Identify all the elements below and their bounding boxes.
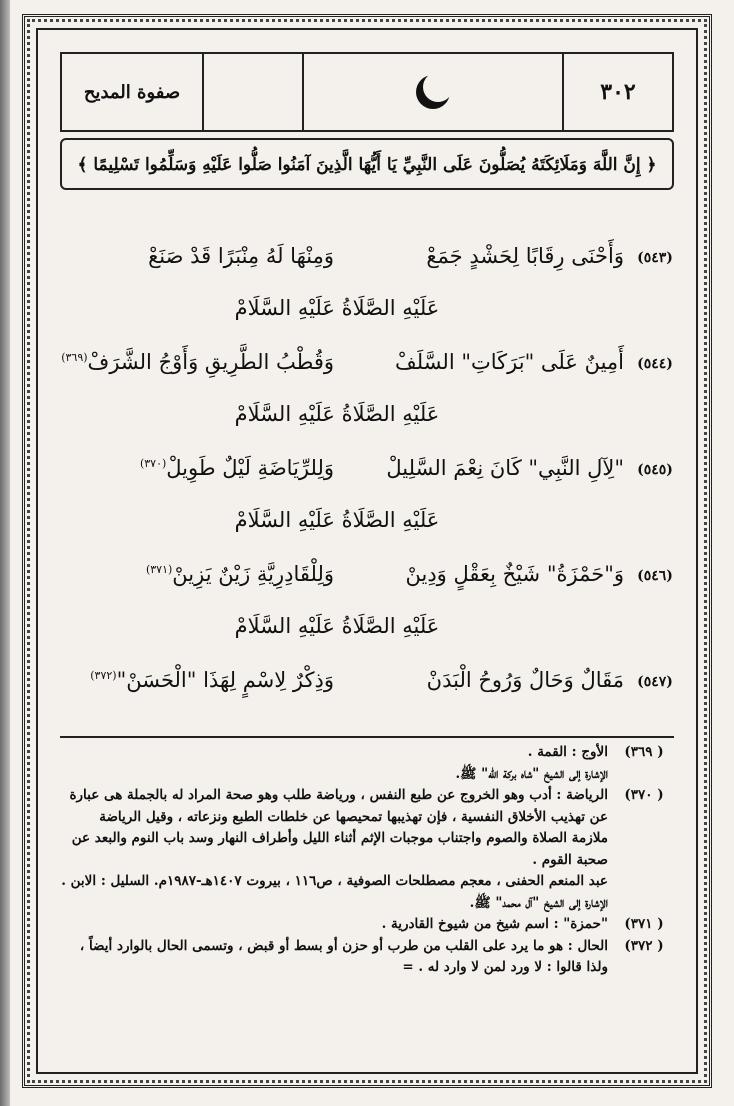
- verse-first-hemistich: "لِآلِ النَّبِي" كَانَ نِعْمَ السَّلِيلْ: [386, 456, 624, 480]
- book-title: صفوة المديح: [83, 81, 181, 103]
- verse-second-hemistich-text: وَلِلْقَادِرِيَّةِ زَيْنٌ يَزِينْ: [172, 562, 334, 586]
- page-number: ٣٠٢: [562, 54, 672, 130]
- refrain-line: عَلَيْهِ الصَّلَاةُ عَلَيْهِ السَّلَامْ: [234, 402, 440, 426]
- verse-row: [50, 342, 684, 396]
- footnote-text: الرياضة : أدب وهو الخروج عن طبع النفس ، ورياضة طلب وهو صحة المراد له بالجملة هى عبارة عن تهذيب الأخلاق النفسية ، فإن تهذيبها تمحيصها عن خلطات الطبع ونزعاته ، وقيل الرياضة ملازمة الصلاة والصوم واجتناب موجبات الإثم أثناء الليل وأطراف النهار وسد باب النوم والبعد عن صحبة القوم .: [69, 787, 608, 868]
- footnote-text: الإشارة إلى الشيخ "آل محمد" ﷺ.: [469, 894, 608, 911]
- verse-first-hemistich: وَأَحْنَى رِقَابًا لِحَشْدٍ جَمَعْ: [426, 244, 624, 268]
- verse-first-hemistich: أَمِينٌ عَلَى "بَرَكَاتِ" السَّلَفْ: [395, 350, 624, 374]
- footnote-number: ( ٣٦٩): [624, 744, 664, 760]
- verse-first-hemistich: مَقَالٌ وَحَالٌ وَرُوحُ الْبَدَنْ: [426, 668, 624, 692]
- quran-verse-banner: ﴿ إِنَّ اللَّهَ وَمَلَائِكَتَهُ يُصَلُّونَ عَلَى النَّبِيِّ يَا أَيُّهَا الَّذِينَ آمَنُوا صَلُّوا عَلَيْهِ وَسَلِّمُوا تَسْلِيمًا ﴾: [60, 138, 674, 190]
- verse-number: (٥٤٦): [637, 568, 673, 584]
- book-spine-shadow: [0, 0, 10, 1106]
- footnote-number: ( ٣٧٢): [624, 937, 664, 954]
- verse-number: (٥٤٣): [637, 250, 673, 266]
- verse-second-hemistich: [54, 244, 334, 268]
- verse-second-hemistich: [54, 668, 334, 692]
- verse-first-hemistich: وَ"حَمْزَةُ" شَيْخٌ بِعَقْلٍ وَدِينْ: [405, 562, 624, 586]
- refrain-line: عَلَيْهِ الصَّلَاةُ عَلَيْهِ السَّلَامْ: [234, 614, 440, 638]
- verse-second-hemistich-text: وَذِكْرٌ لِاسْمٍ لِهَذَا "الْحَسَنْ": [116, 668, 334, 692]
- footnote-text: عبد المنعم الحفنى ، معجم مصطلحات الصوفية ، ص١١٦ ، بيروت ١٤٠٧هـ-١٩٨٧م. السليل : الابن .: [61, 873, 608, 889]
- footnote-marker: (٣٦٩): [61, 351, 88, 364]
- footnote: [60, 742, 674, 785]
- footnote-marker: (٣٧٢): [90, 669, 117, 682]
- poem: [50, 236, 684, 714]
- footnote-marker: (٣٧٠): [139, 457, 167, 470]
- verse-second-hemistich-text: وَقُطْبُ الطَّرِيقِ وَأَوْجُ الشَّرَفْ: [87, 350, 334, 374]
- footnote: [60, 914, 674, 936]
- footnote-text: الأوج : القمة .: [527, 744, 608, 760]
- footnote-marker: (٣٧١): [145, 563, 173, 576]
- verse-number: (٥٤٤): [637, 356, 673, 372]
- verse-row: [50, 448, 684, 502]
- footnote: [60, 936, 674, 979]
- verse-second-hemistich: [54, 350, 334, 374]
- header-emblem: [302, 54, 562, 130]
- crescent-icon: [411, 70, 455, 114]
- footnote-text: "حمزة" : اسم شيخ من شيوخ القادرية .: [381, 916, 608, 932]
- verse-second-hemistich: [54, 456, 334, 480]
- verse-second-hemistich-text: وَمِنْهَا لَهُ مِنْبَرًا قَدْ صَنَعْ: [148, 244, 334, 268]
- footnote-number: ( ٣٧٠): [624, 787, 664, 803]
- header-spacer: [202, 54, 302, 130]
- refrain-line: عَلَيْهِ الصَّلَاةُ عَلَيْهِ السَّلَامْ: [234, 296, 440, 320]
- verse-number: (٥٤٧): [637, 674, 673, 690]
- verse-row: [50, 236, 684, 290]
- refrain-line: عَلَيْهِ الصَّلَاةُ عَلَيْهِ السَّلَامْ: [234, 508, 440, 532]
- footnote-text: الحال : هو ما يرد على القلب من طرب أو حزن أو بسط أو قبض ، وتسمى الحال بالوارد أيضاً ، ولذا قالوا : لا ورد لمن لا وارد له . =: [79, 937, 608, 975]
- verse-row: [50, 660, 684, 714]
- verse-second-hemistich: [54, 562, 334, 586]
- footnote-number: ( ٣٧١): [624, 916, 664, 932]
- page-header: [60, 52, 674, 132]
- footnotes: [60, 742, 674, 979]
- verse-second-hemistich-text: وَلِلرِّيَاضَةِ لَيْلٌ طَوِيلْ: [166, 456, 334, 480]
- footnote-text: الإشارة إلى الشيخ "شاه بركة الله" ﷺ.: [455, 765, 608, 782]
- footnote: [60, 785, 674, 914]
- footnote-divider: [60, 736, 674, 738]
- verse-row: [50, 554, 684, 608]
- verse-number: (٥٤٥): [637, 462, 673, 478]
